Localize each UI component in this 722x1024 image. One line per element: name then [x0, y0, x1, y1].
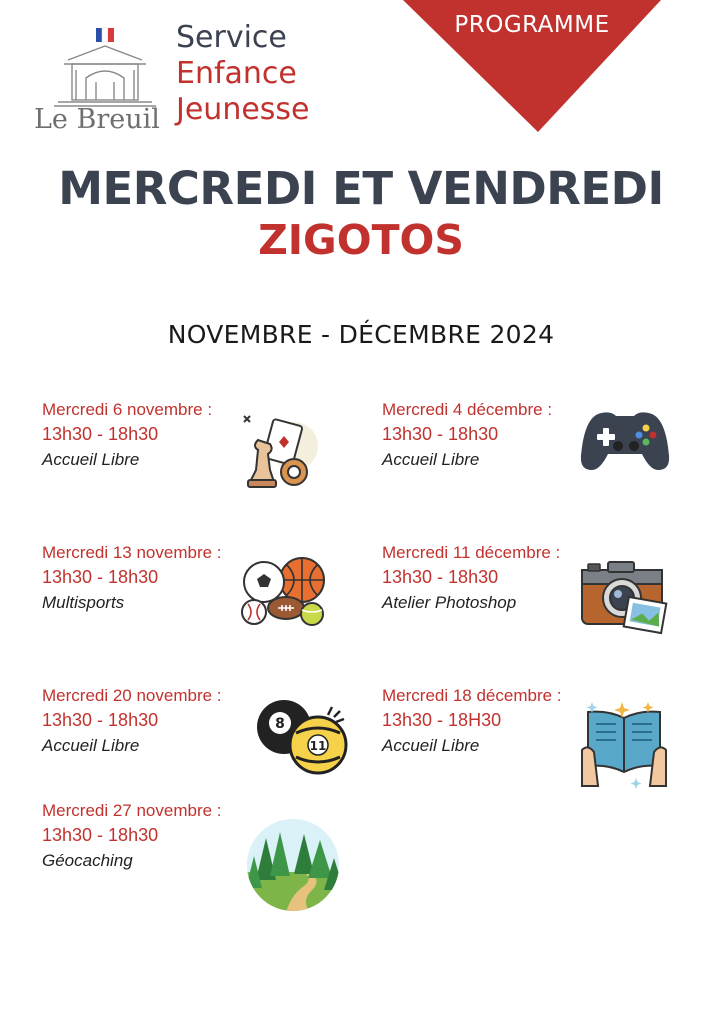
event-activity: Accueil Libre	[42, 736, 140, 755]
event-time: 13h30 - 18h30	[42, 567, 159, 587]
billiard-balls-icon	[252, 697, 352, 777]
event-activity: Accueil Libre	[382, 736, 480, 755]
event-activity: Multisports	[42, 593, 125, 612]
event-date: Mercredi 4 décembre :	[382, 400, 553, 419]
svg-text:8: 8	[275, 716, 285, 732]
page-subtitle: ZIGOTOS	[258, 216, 464, 264]
event-date: Mercredi 18 décembre :	[382, 686, 562, 705]
board-games-icon	[238, 410, 322, 490]
event-activity: Atelier Photoshop	[382, 593, 517, 612]
event-date: Mercredi 11 décembre :	[382, 543, 561, 562]
event-time: 13h30 - 18h30	[382, 424, 499, 444]
open-book-icon	[578, 700, 670, 790]
event-time: 13h30 - 18h30	[42, 424, 159, 444]
event-activity: Accueil Libre	[382, 450, 480, 469]
service-line-2: Enfance	[176, 56, 297, 91]
service-line-3: Jeunesse	[176, 92, 310, 127]
event-activity: Accueil Libre	[42, 450, 140, 469]
event-date: Mercredi 20 novembre :	[42, 686, 222, 705]
event-date: Mercredi 6 novembre :	[42, 400, 213, 419]
event-date: Mercredi 13 novembre :	[42, 543, 222, 562]
event-time: 13h30 - 18h30	[42, 710, 159, 730]
camera-photo-icon	[580, 556, 672, 640]
forest-path-icon	[246, 818, 340, 912]
service-name	[176, 20, 310, 128]
svg-text:11: 11	[309, 739, 327, 753]
event-time: 13h30 - 18h30	[42, 825, 159, 845]
sports-balls-icon	[240, 556, 326, 628]
event-date: Mercredi 27 novembre :	[42, 801, 222, 820]
logo-town-name: Le Breuil	[34, 104, 160, 135]
service-line-1: Service	[176, 20, 287, 55]
game-controller-icon	[580, 408, 670, 474]
page-title: MERCREDI ET VENDREDI	[58, 162, 664, 215]
period-label: NOVEMBRE - DÉCEMBRE 2024	[167, 320, 555, 349]
event-time: 13h30 - 18h30	[382, 567, 499, 587]
event-activity: Géocaching	[42, 851, 133, 870]
event-time: 13h30 - 18H30	[382, 710, 502, 730]
banner-label: PROGRAMME	[454, 12, 610, 38]
